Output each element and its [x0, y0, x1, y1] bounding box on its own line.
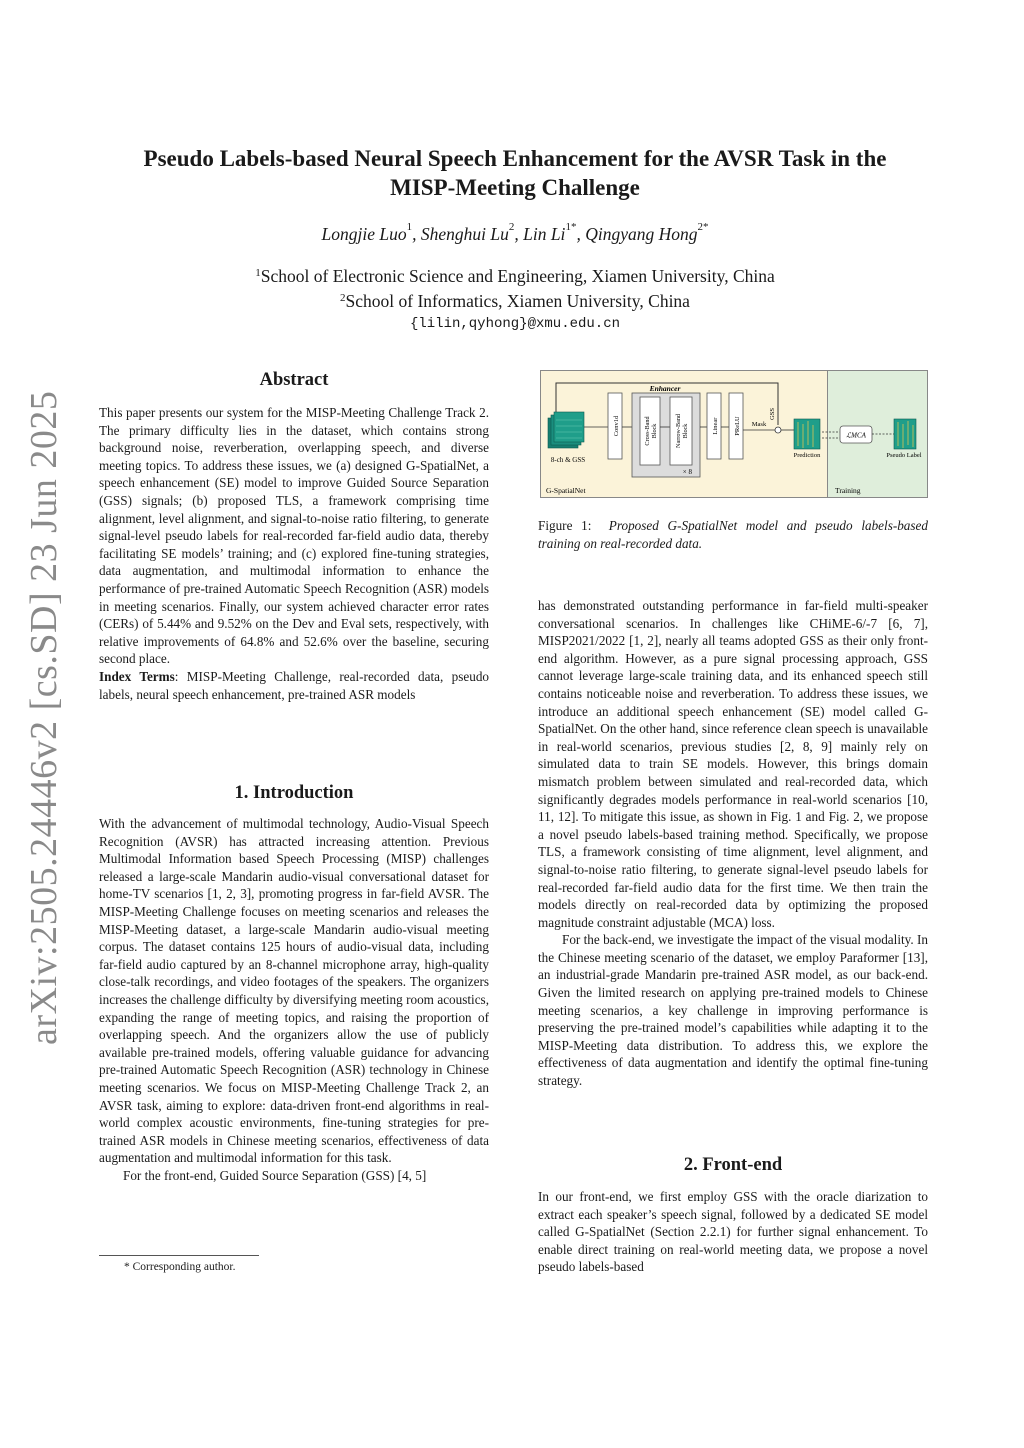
- paper-title: [95, 144, 935, 202]
- author-affil-sup: 1: [406, 221, 413, 233]
- left-column: [99, 404, 489, 703]
- multiply-node: [775, 427, 781, 433]
- frontend-paragraph-1: In our front-end, we first employ GSS with the oracle diarization to extract each speaker’s speech signal, followed by a dedicated SE model called G-SpatialNet (Section 2.2.1) for further signal enhancement. To enable direct training on real-world meeting data, we propose a novel pseudo labels-based: [538, 1189, 928, 1275]
- conv1d-label: Conv1d: [613, 415, 620, 437]
- prediction-spectrogram: [794, 419, 820, 449]
- intro-paragraph-3: has demonstrated outstanding performance in far-field multi-speaker conversational scenarios. In challenges like CHiME-6/-7 [6, 7], MISP2021/2022 [1, 2], nearly all teams adopted GSS as their only front-end algorithm. However, as a pure signal processing approach, GSS cannot leverage large-scale training data, and its enhanced speech still contains noticeable noise and reverberation. To address these issues, we introduce an additional speech enhancement (SE) model called G-SpatialNet. On the other hand, since reference clean speech is unavailable in real-world scenarios, previous studies [2, 8, 9] mainly rely on simulated data to train SE models. However, this brings domain mismatch problem between simulated and real-recorded data, which significantly degrades models performance in real-world scenarios [10, 11, 12]. To mitigate this issue, as shown in Fig. 1 and Fig. 2, we propose a novel pseudo labels-based training method. Specifically, we propose TLS, a framework consisting of time alignment, level alignment, and signal-to-noise ratio filtering, to generate signal-level pseudo labels for real-recorded far-field audio data for the first time. We then train the models directly on real-recorded data by optimizing the proposed magnitude constraint adjustable (MCA) loss.: [538, 598, 928, 930]
- author-affil-sup: 2*: [697, 221, 709, 233]
- title-line-1: Pseudo Labels-based Neural Speech Enhancement for the AVSR Task in the: [143, 146, 887, 171]
- training-label: Training: [835, 486, 861, 495]
- figure-1-diagram: [540, 370, 928, 498]
- narrow-band-label-1: Narrow-Band: [675, 413, 682, 449]
- cross-band-label-1: Cross-Band: [644, 416, 651, 446]
- pseudo-label-spectrogram: [894, 419, 916, 449]
- linear-label: Linear: [712, 417, 719, 435]
- author-list: Longjie Luo$^1$, Shenghui Lu$^2$, Lin $Li^{1*}$, Qingyang Hong$^{2*}$: [321, 221, 709, 244]
- frontend-column: [538, 1188, 928, 1276]
- author-name: Shenghui Lu: [420, 224, 509, 244]
- prediction-label: Prediction: [793, 452, 821, 459]
- figure-caption-text: Proposed G-SpatialNet model and pseudo labels-based training on real-recorded data.: [538, 518, 928, 551]
- intro-column: [99, 815, 489, 1184]
- arxiv-sidebar-id: arXiv:2505.24446v2 [cs.SD] 23 Jun 2025: [23, 390, 65, 1045]
- intro-heading: 1. Introduction: [234, 783, 354, 803]
- mask-label: Mask: [751, 421, 767, 428]
- author-name: Lin Li: [523, 224, 566, 244]
- narrow-band-label-2: Block: [682, 423, 689, 439]
- contact-email: {lilin,qyhong}@xmu.edu.cn: [409, 316, 621, 332]
- footnote: * Corresponding author.: [124, 1261, 236, 1273]
- figure-caption-label: Figure 1:: [538, 518, 592, 533]
- author-name: Qingyang Hong: [585, 224, 698, 244]
- title-line-2: MISP-Meeting Challenge: [390, 175, 640, 200]
- pseudo-label-label: Pseudo Label: [886, 452, 922, 459]
- intro-paragraph-1: With the advancement of multimodal technology, Audio-Visual Speech Recognition (AVSR) has attracted increasing attention. Previous Multimodal Information based Speech Processing (MISP) challenges released a large-scale Mandarin audio-visual conversational dataset for home-TV scenarios [1, 2, 3], promoting progress in far-field AVSR. The MISP-Meeting Challenge focuses on meeting scenarios and releases the MISP-Meeting dataset, a large-scale Mandarin audio-visual meeting corpus. The dataset contains 125 hours of audio-visual data, including far-field audio captured by an 8-channel microphone array, high-quality close-talk recordings, and video footages of the speakers. The organizers increases the challenge difficulty by diversifying meeting room acoustics, expanding the range of meeting topics, and raising the proportion of overlapping speech. And the organizers allow the use of publicly available pre-trained models, offering valuable guidance for advancing pre-trained Automatic Speech Recognition (ASR) technology in Chinese meeting scenarios. We focus on MISP-Meeting Challenge Track 2, an AVSR task, aiming to explore: data-driven front-end algorithms in real-world complex acoustic environments, fine-tuning strategies for pre-trained ASR models in Chinese meeting scenarios, effectiveness of data augmentation and multimodal information for this task.: [99, 816, 489, 1166]
- cross-band-label-2: Block: [651, 423, 658, 439]
- model-name-label: G-SpatialNet: [546, 486, 586, 495]
- prelu-label: PReLU: [734, 416, 741, 436]
- input-spectrogram-stack: [548, 412, 584, 448]
- index-terms-label: Index Terms: [99, 668, 175, 684]
- intro-paragraph-2: For the front-end, Guided Source Separation (GSS) [4, 5]: [123, 1167, 427, 1183]
- author-affil-sup: 2: [508, 221, 515, 233]
- enhancer-label: Enhancer: [649, 384, 681, 393]
- author-affil-sup: 1*: [565, 221, 577, 233]
- loss-label: ℒMCA: [846, 431, 866, 440]
- affiliation-line: $^1$School of Electronic Science and Engineering, Xiamen University, China: [255, 266, 775, 286]
- right-column: [538, 597, 928, 1090]
- repeat-count: × 8: [682, 468, 692, 476]
- gss-label: GSS: [769, 408, 776, 420]
- index-terms: Index Terms: MISP-Meeting Challenge, real-recorded data, pseudo labels, neural speech enhancement, pre-trained ASR models: [99, 668, 490, 702]
- figure-caption: [538, 517, 928, 552]
- author-name: Longjie Luo: [321, 224, 407, 244]
- affiliation-line: $^2$School of Informatics, Xiamen University, China: [340, 291, 690, 311]
- affiliations: [95, 264, 935, 314]
- abstract-heading: Abstract: [259, 370, 329, 390]
- abstract-body: This paper presents our system for the MISP-Meeting Challenge Track 2. The primary difficulty lies in the dataset, which contains strong background noise, reverberation, overlapping speech, and diverse meeting topics. To address these issues, we (a) designed G-SpatialNet, a speech enhancement (SE) model to improve Guided Source Separation (GSS) signals; (b) proposed TLS, a framework comprising time alignment, level alignment, and signal-to-noise ratio filtering, to generate signal-level pseudo labels for real-recorded far-field audio data, thereby facilitating SE models’ training; and (c) explored fine-tuning strategies, data augmentation, and multimodal information to enhance the performance of pre-trained Automatic Speech Recognition (ASR) models in meeting scenarios. Finally, our system achieved character error rates (CERs) of 5.44% and 9.52% on the Dev and Eval sets, respectively, with relative improvements of 64.8% and 52.6% over the baseline, securing second place.: [99, 405, 489, 667]
- frontend-heading: 2. Front-end: [683, 1155, 783, 1175]
- footnote-rule: [99, 1255, 259, 1256]
- input-label: 8-ch & GSS: [550, 456, 586, 464]
- intro-paragraph-4: For the back-end, we investigate the impact of the visual modality. In the Chinese meeting scenario of the dataset, we employ Paraformer [13], an industrial-grade Mandarin pre-trained ASR model, as our back-end. Given the limited research on applying pre-trained models to Chinese meeting scenarios, a key challenge in improving performance is preserving the pre-trained model’s capabilities while adapting it to the MISP-Meeting data distribution. To address this, we explore the effectiveness of data augmentation and identify the optimal fine-tuning strategy.: [538, 932, 928, 1089]
